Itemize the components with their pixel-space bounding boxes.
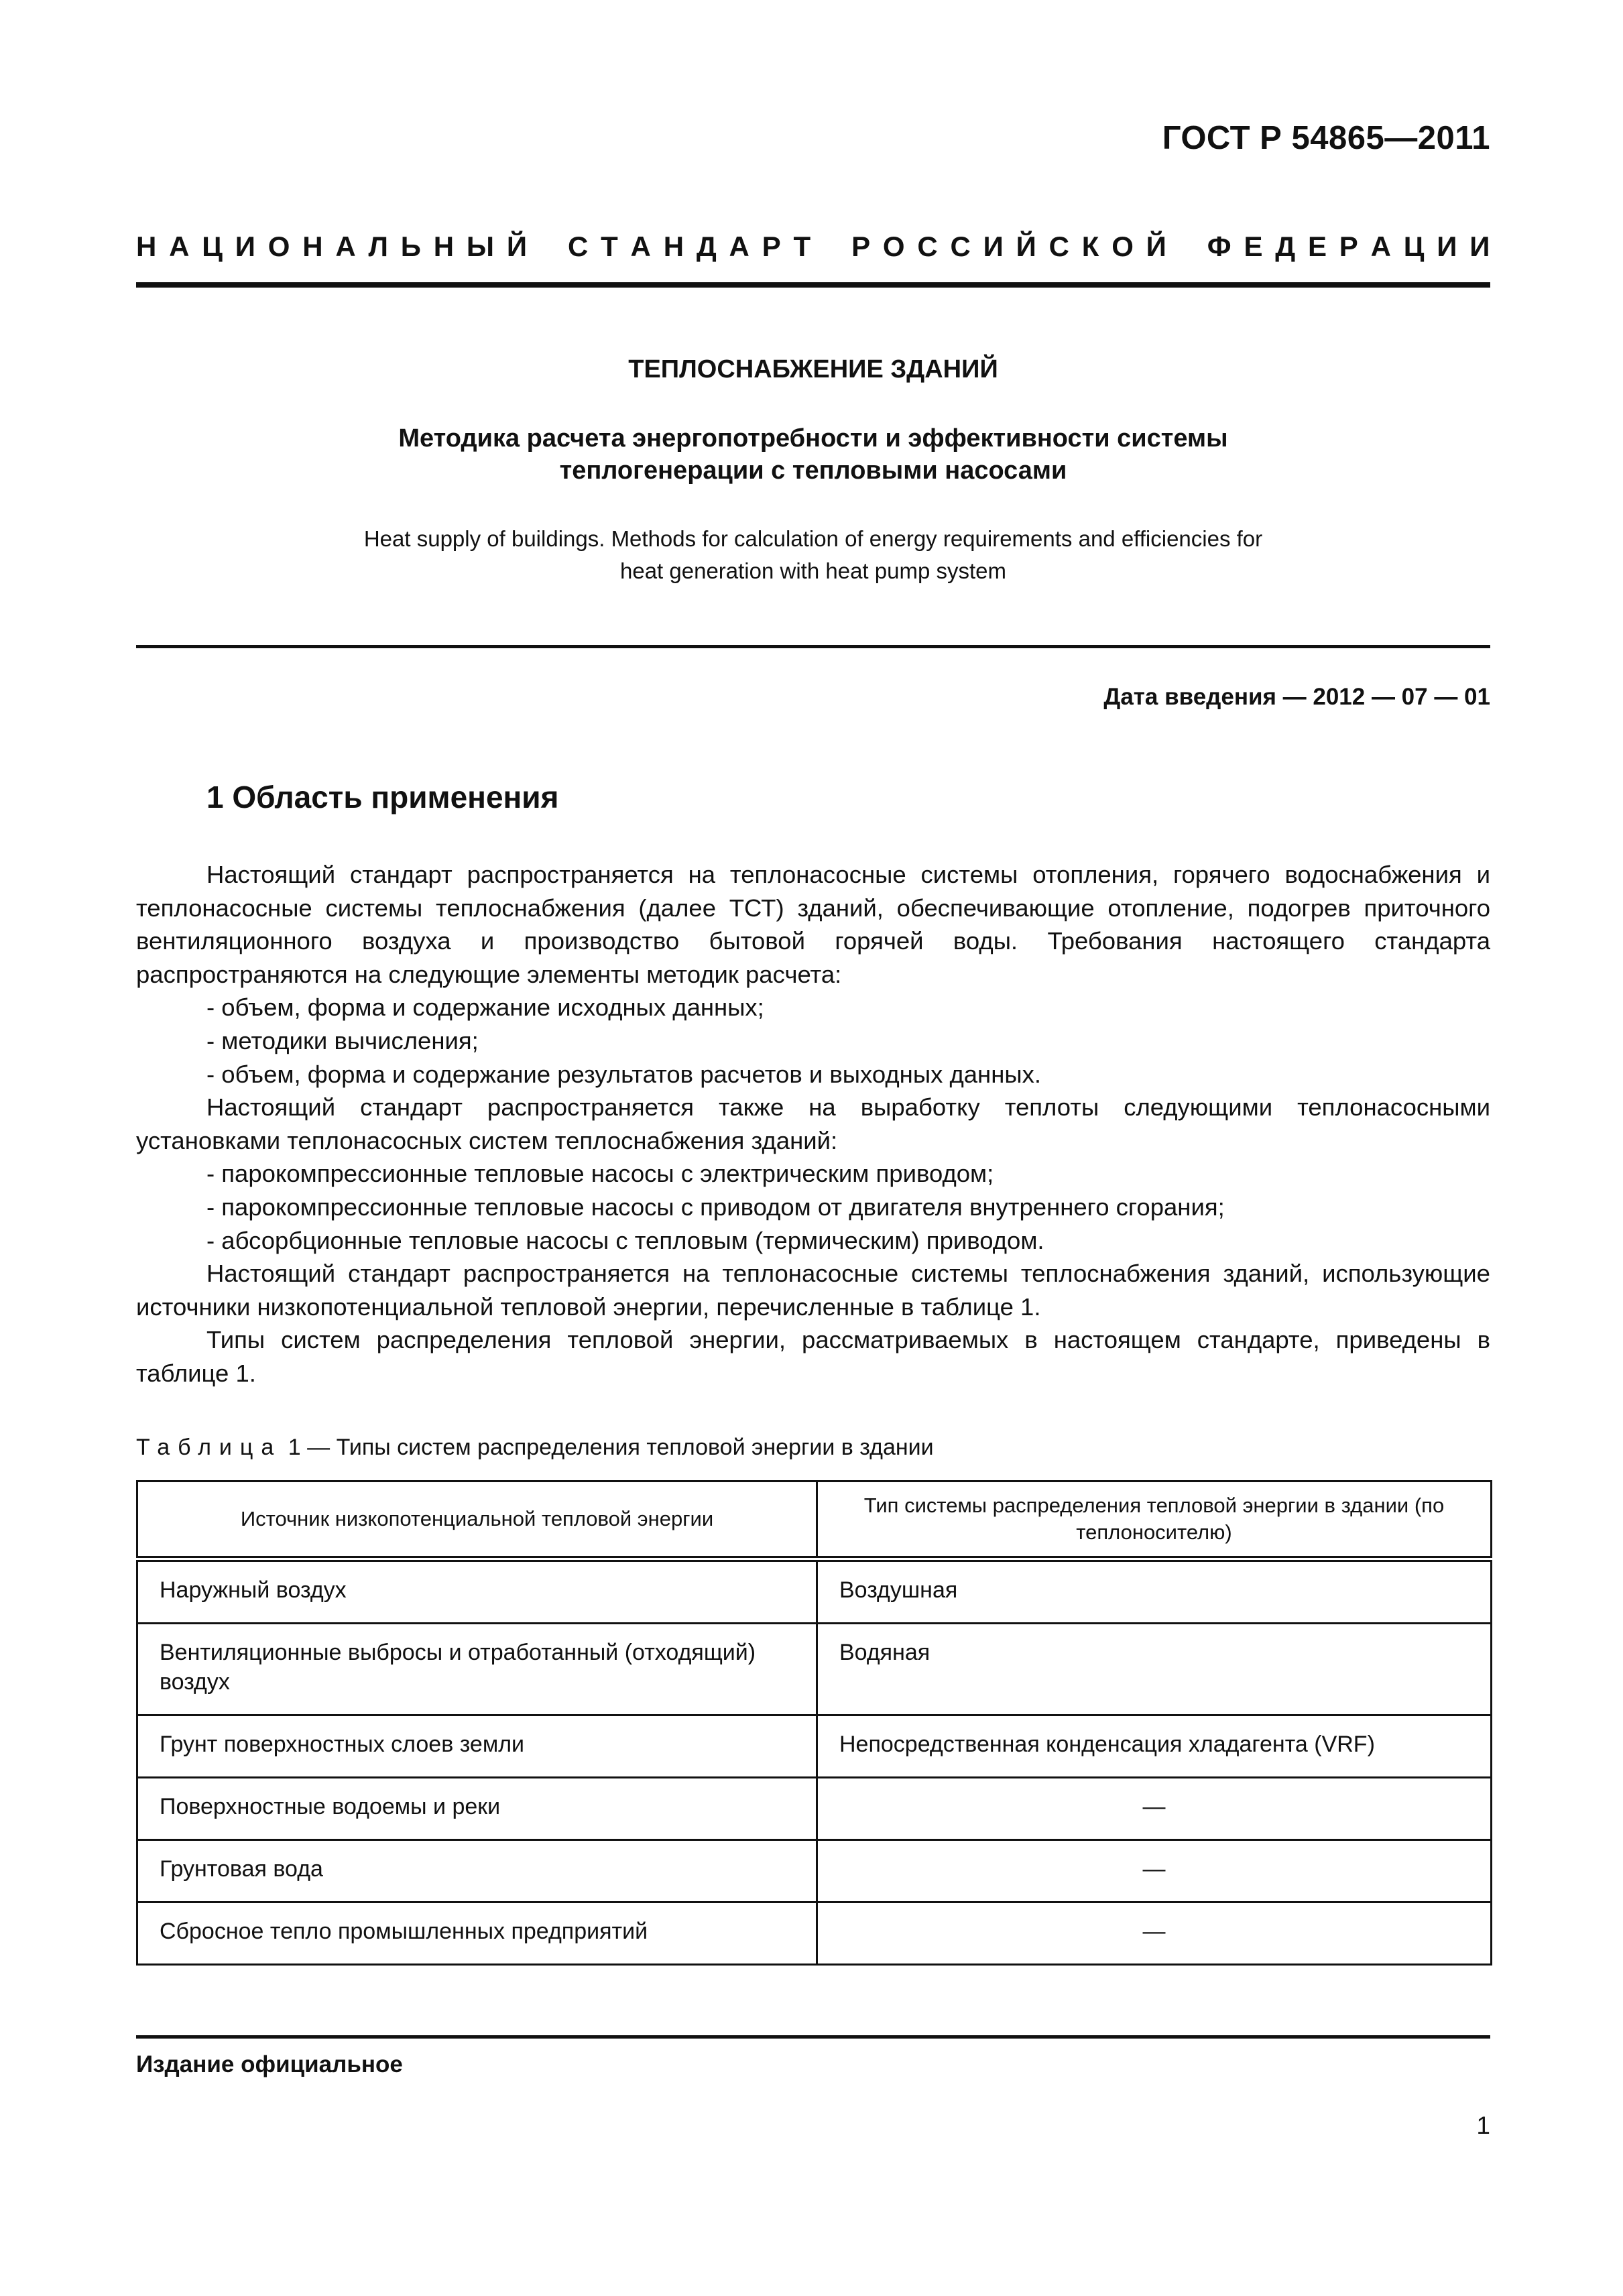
banner-word-gap bbox=[823, 231, 839, 263]
subtitle-line-2: теплогенерации с тепловыми насосами bbox=[559, 457, 1067, 485]
banner-letter: Т bbox=[793, 231, 811, 262]
section-body bbox=[136, 858, 1490, 1390]
table-cell-source: Грунтовая вода bbox=[137, 1840, 817, 1902]
list-item: - объем, форма и содержание исходных данных; bbox=[206, 993, 764, 1022]
list-item: - парокомпрессионные тепловые насосы с электрическим приводом; bbox=[206, 1160, 994, 1188]
table-cell-system-type: Воздушная bbox=[817, 1559, 1492, 1624]
subtitle-line-1: Методика расчета энергопотребности и эффективности системы bbox=[398, 424, 1228, 452]
paragraph: Настоящий стандарт распространяется на теплонасосные системы теплоснабжения зданий, использующие источники низкопотенциальной тепловой энергии, перечисленные в таблице 1. bbox=[136, 1260, 1490, 1321]
document-title: ТЕПЛОСНАБЖЕНИЕ ЗДАНИЙ bbox=[628, 355, 998, 383]
section-heading: 1 Область применения bbox=[206, 780, 559, 814]
banner-letter: О bbox=[267, 231, 290, 262]
table-cell-source: Сбросное тепло промышленных предприятий bbox=[137, 1902, 817, 1965]
banner-letter: О bbox=[882, 231, 905, 262]
table-cell-system-type: — bbox=[817, 1840, 1492, 1902]
table-row bbox=[137, 1840, 1492, 1902]
table-caption bbox=[136, 1435, 934, 1461]
banner-letter: С bbox=[917, 231, 938, 262]
introduction-date: Дата введения — 2012 — 07 — 01 bbox=[1103, 684, 1490, 710]
page-number: 1 bbox=[1476, 2112, 1490, 2139]
banner-letter: С bbox=[1048, 231, 1069, 262]
banner-letter: А bbox=[630, 231, 651, 262]
banner-letter: С bbox=[950, 231, 971, 262]
table-cell-system-type: Водяная bbox=[817, 1624, 1492, 1715]
banner-letter: А bbox=[1370, 231, 1391, 262]
list-item: - объем, форма и содержание результатов расчетов и выходных данных. bbox=[206, 1060, 1041, 1088]
banner-letter: С bbox=[567, 231, 589, 262]
banner-letter: Н bbox=[302, 231, 323, 262]
table-row bbox=[137, 1778, 1492, 1840]
edition-label: Издание официальное bbox=[136, 2051, 403, 2077]
list-item: - парокомпрессионные тепловые насосы с приводом от двигателя внутреннего сгорания; bbox=[206, 1193, 1225, 1221]
banner-letter: Ц bbox=[1403, 231, 1425, 262]
table-row bbox=[137, 1902, 1492, 1965]
banner-letter: Е bbox=[1244, 231, 1263, 262]
banner-letter: О bbox=[1111, 231, 1134, 262]
table-cell-source: Поверхностные водоемы и реки bbox=[137, 1778, 817, 1840]
table-header-system-type: Тип системы распределения тепловой энергии в здании (по теплоносителю) bbox=[817, 1482, 1492, 1559]
paragraph: Настоящий стандарт распространяется на теплонасосные системы отопления, горячего водоснабжения и теплонасосные системы теплоснабжения (далее ТСТ) зданий, обеспечивающие отопление, подогрев приточного вентиляционного воздуха и производство бытовой горячей воды. Требования настоящего стандарта распространяются на следующие элементы методик расчета: bbox=[136, 861, 1490, 988]
banner-letter: И bbox=[1469, 231, 1490, 262]
banner-letter: К bbox=[1081, 231, 1099, 262]
list-item: - методики вычисления; bbox=[206, 1026, 479, 1054]
table-row bbox=[137, 1559, 1492, 1624]
banner-letter: Р bbox=[1339, 231, 1358, 262]
english-title-line-2: heat generation with heat pump system bbox=[619, 558, 1006, 583]
banner-letter: Ы bbox=[466, 231, 495, 262]
national-standard-title bbox=[136, 231, 1490, 263]
banner-letter: И bbox=[1437, 231, 1457, 262]
paragraph: Настоящий стандарт распространяется также на выработку теплоты следующими теплонасосными установками теплонасосных систем теплоснабжения зданий: bbox=[136, 1093, 1490, 1154]
table-header-source: Источник низкопотенциальной тепловой энергии bbox=[137, 1482, 817, 1559]
table-row bbox=[137, 1715, 1492, 1778]
header-divider bbox=[136, 282, 1490, 288]
distribution-systems-table bbox=[136, 1480, 1492, 1966]
banner-letter: А bbox=[335, 231, 356, 262]
banner-letter: И bbox=[983, 231, 1004, 262]
table-cell-system-type: — bbox=[817, 1902, 1492, 1965]
banner-letter: А bbox=[729, 231, 749, 262]
banner-letter: Н bbox=[136, 231, 157, 262]
table-cell-source: Наружный воздух bbox=[137, 1559, 817, 1624]
table-cell-source: Вентиляционные выбросы и отработанный (отходящий) воздух bbox=[137, 1624, 817, 1715]
document-subtitle bbox=[136, 422, 1490, 487]
banner-letter: Л bbox=[368, 231, 388, 262]
banner-letter: Ь bbox=[400, 231, 421, 262]
gost-number: ГОСТ Р 54865—2011 bbox=[1162, 120, 1490, 156]
table-caption-text: 1 — Типы систем распределения тепловой энергии в здании bbox=[288, 1435, 934, 1460]
banner-letter: Е bbox=[1307, 231, 1327, 262]
table-cell-system-type: Непосредственная конденсация хладагента (VRF) bbox=[817, 1715, 1492, 1778]
english-title bbox=[136, 523, 1490, 587]
banner-word-gap bbox=[540, 231, 555, 263]
banner-letter: Ц bbox=[202, 231, 223, 262]
banner-letter: Й bbox=[1146, 231, 1166, 262]
banner-letter: Н bbox=[663, 231, 684, 262]
english-title-line-1: Heat supply of buildings. Methods for calculation of energy requirements and efficiencies for bbox=[363, 526, 1263, 551]
banner-letter: Д bbox=[696, 231, 717, 262]
table-cell-source: Грунт поверхностных слоев земли bbox=[137, 1715, 817, 1778]
list-item: - абсорбционные тепловые насосы с тепловым (термическим) приводом. bbox=[206, 1226, 1044, 1254]
banner-letter: Ф bbox=[1207, 231, 1231, 262]
paragraph: Типы систем распределения тепловой энергии, рассматриваемых в настоящем стандарте, приведены в таблице 1. bbox=[136, 1326, 1490, 1387]
banner-letter: Р bbox=[851, 231, 871, 262]
banner-letter: Р bbox=[762, 231, 781, 262]
banner-letter: И bbox=[235, 231, 255, 262]
banner-letter: Й bbox=[506, 231, 528, 262]
banner-word-gap bbox=[1179, 231, 1195, 263]
footer-divider bbox=[136, 2035, 1490, 2039]
banner-letter: Т bbox=[601, 231, 618, 262]
banner-letter: Н bbox=[433, 231, 455, 262]
banner-letter: Д bbox=[1275, 231, 1296, 262]
title-divider bbox=[136, 645, 1490, 648]
table-caption-label: Таблица bbox=[136, 1435, 282, 1460]
table-cell-system-type: — bbox=[817, 1778, 1492, 1840]
table-header-row bbox=[137, 1482, 1492, 1559]
table-row bbox=[137, 1624, 1492, 1715]
banner-letter: А bbox=[169, 231, 190, 262]
banner-letter: Й bbox=[1016, 231, 1036, 262]
